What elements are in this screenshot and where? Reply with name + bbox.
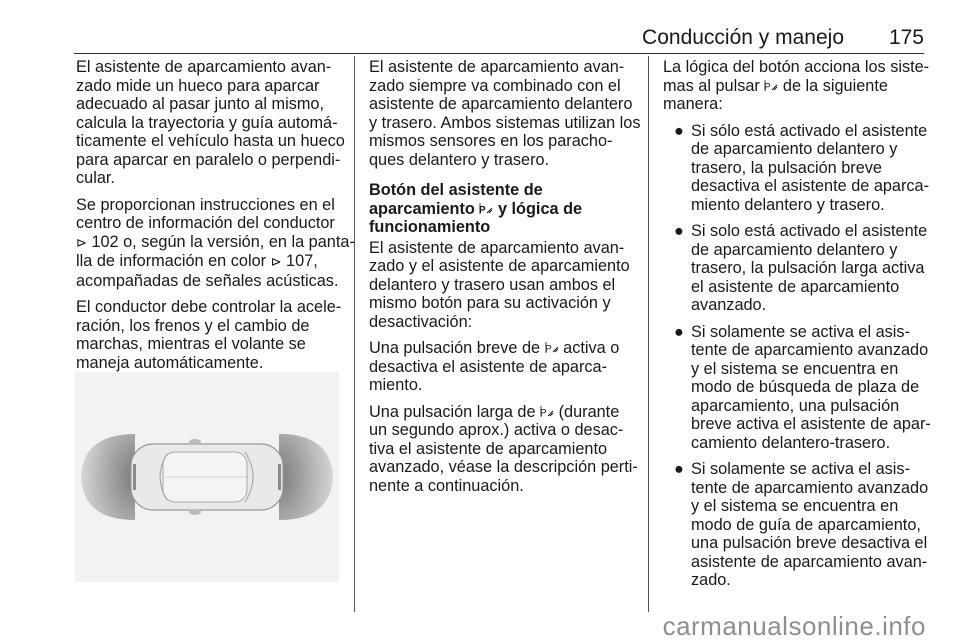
text-line: tiva el asistente de aparcamiento [369,439,608,458]
paragraph-1 [76,58,346,188]
bullet-icon: ● [674,222,684,240]
svg-text:P: P [540,407,547,418]
paragraph-2 [369,239,639,332]
svg-text:P: P [479,204,487,215]
text-line: centro de información del conductor [76,214,335,232]
bullet-icon: ● [674,460,684,478]
text-line: modo de guía de aparcamiento, [691,515,921,534]
text-line: Se proporcionan instrucciones en el [76,195,335,214]
front-sensor-zone [279,434,333,520]
intro-paragraph [663,58,931,114]
text-line: modo de búsqueda de plaza de [691,378,920,396]
text-line: de aparcamiento delantero y [691,240,898,259]
watermark: carmanualsonline.info [662,611,926,641]
text-line: maneja automáticamente. [76,353,264,372]
parking-assist-icon [545,341,559,354]
text-line: acompañadas de señales acústicas. [76,271,339,290]
text-line: calcula la trayectoria y guía automá- [76,113,338,132]
text-line [369,339,639,358]
text-line: delantero y trasero usan ambos el [369,275,616,294]
page-reference-icon[interactable]: ⊳ [270,254,282,269]
parking-sensor-illustration [75,372,339,582]
parking-assist-icon [540,405,554,418]
text-line: marchas, mientras el volante se [76,335,306,353]
bullet-item [663,122,931,215]
text-line: zado mide un hueco para aparcar [76,76,320,95]
text-line: tente de aparcamiento avanzado [691,478,929,497]
svg-text:P: P [544,344,552,354]
text-segment: mas al pulsar [663,76,760,95]
text-line [369,403,639,422]
text-line: y trasero. Ambos sistemas utilizan los [369,113,641,132]
text-line [76,232,355,253]
text-line: breve activa el asistente de apar- [691,415,931,433]
column-3 [663,58,931,598]
text-segment: 102 o, según la versión, en la panta- [91,232,355,251]
header-rule [74,53,924,54]
text-line: manera: [663,95,723,113]
text-segment: de la siguiente [782,76,888,95]
text-line: zado siempre va combinado con el [369,76,621,95]
text-line: el asistente de aparcamiento [691,277,900,296]
text-segment: activa o [563,339,620,357]
bullet-item [663,460,931,590]
text-line: trasero, la pulsación breve [691,158,882,177]
text-line: desactiva el asistente de aparca- [691,177,930,195]
car-sensor-diagram [75,372,339,582]
text-line: nente a continuación. [369,476,524,495]
text-segment: lla de información en color [76,252,267,270]
text-line: tente de aparcamiento avanzado [691,341,929,359]
parking-assist-icon [764,79,778,92]
text-line: y el sistema se encuentra en [691,497,899,515]
text-segment: Una pulsación larga de [369,402,536,421]
text-line: zado y el asistente de aparcamiento [369,257,630,275]
car-top-view [131,439,283,515]
text-line: ques delantero y trasero. [369,150,550,169]
column-1 [76,58,355,380]
text-line [663,77,931,96]
paragraph-1 [369,58,639,169]
text-line: aparcamiento, una pulsación [691,396,900,415]
text-segment: Una pulsación breve de [369,339,541,357]
text-line: desactiva el asistente de aparca- [369,357,608,376]
text-line: El asistente de aparcamiento avan- [369,58,625,76]
heading-line: funcionamiento [369,218,491,236]
column-2 [369,58,639,503]
text-line: miento. [369,376,423,394]
text-line: desactivación: [369,312,473,331]
paragraph-2 [76,195,355,291]
text-line: La lógica del botón acciona los siste- [663,58,930,76]
bullet-item [663,222,931,315]
page-number: 175 [888,26,924,49]
text-segment: aparcamiento [369,199,475,218]
page-header [74,24,924,52]
text-segment: 107, [286,252,318,270]
bullet-item [663,323,931,453]
page-reference-icon[interactable]: ⊳ [76,234,87,250]
text-line: mismo botón para su activación y [369,294,611,312]
paragraph-3 [369,339,639,395]
text-line: un segundo aprox.) activa o desac- [369,421,624,439]
rear-sensor-zone [81,434,135,520]
parking-assist-icon [479,202,493,215]
text-line: ticamente el vehículo hasta un hueco [76,132,345,150]
text-line: El asistente de aparcamiento avan- [76,58,332,76]
text-line: y el sistema se encuentra en [691,359,899,378]
text-line: una pulsación breve desactiva el [691,534,928,552]
section-title: Conducción y manejo [642,26,844,49]
text-line: adecuado al pasar junto al mismo, [76,95,324,113]
text-line: Si solamente se activa el asis- [691,460,910,478]
text-line: El asistente de aparcamiento avan- [369,238,625,257]
text-line: mismos sensores en los paracho- [369,132,613,150]
column-divider-2 [648,56,649,612]
text-line: Si solo está activado el asistente [691,222,928,240]
bullet-icon: ● [674,322,684,341]
text-line: Si sólo está activado el asistente [691,121,928,140]
text-line: avanzado, véase la descripción perti- [369,458,638,476]
text-line: camiento delantero-trasero. [691,433,891,452]
text-line: para aparcar en paralelo o perpendi- [76,150,341,169]
column-divider-1 [354,56,355,612]
text-line: avanzado. [691,296,767,314]
text-line: zado. [691,571,731,589]
text-line: asistente de aparcamiento delantero [369,95,633,113]
text-line: ración, los frenos y el cambio de [76,316,310,335]
text-line: trasero, la pulsación larga activa [691,259,925,277]
heading-line: Botón del asistente de [369,181,543,199]
text-segment: (durante [558,402,620,421]
text-line: El conductor debe controlar la acele- [76,298,342,316]
paragraph-3 [76,298,346,372]
text-line [76,252,346,272]
paragraph-4 [369,403,639,496]
text-line: miento delantero y trasero. [691,195,885,214]
text-segment: y lógica de [497,199,583,218]
text-line: de aparcamiento delantero y [691,140,898,158]
svg-text:P: P [764,81,772,92]
text-line: asistente de aparcamiento avan- [691,552,928,571]
heading-line [369,200,639,219]
section-heading [369,181,639,237]
bullet-icon: ● [674,121,684,140]
text-line: cular. [76,169,115,187]
text-line: Si solamente se activa el asis- [691,322,910,341]
